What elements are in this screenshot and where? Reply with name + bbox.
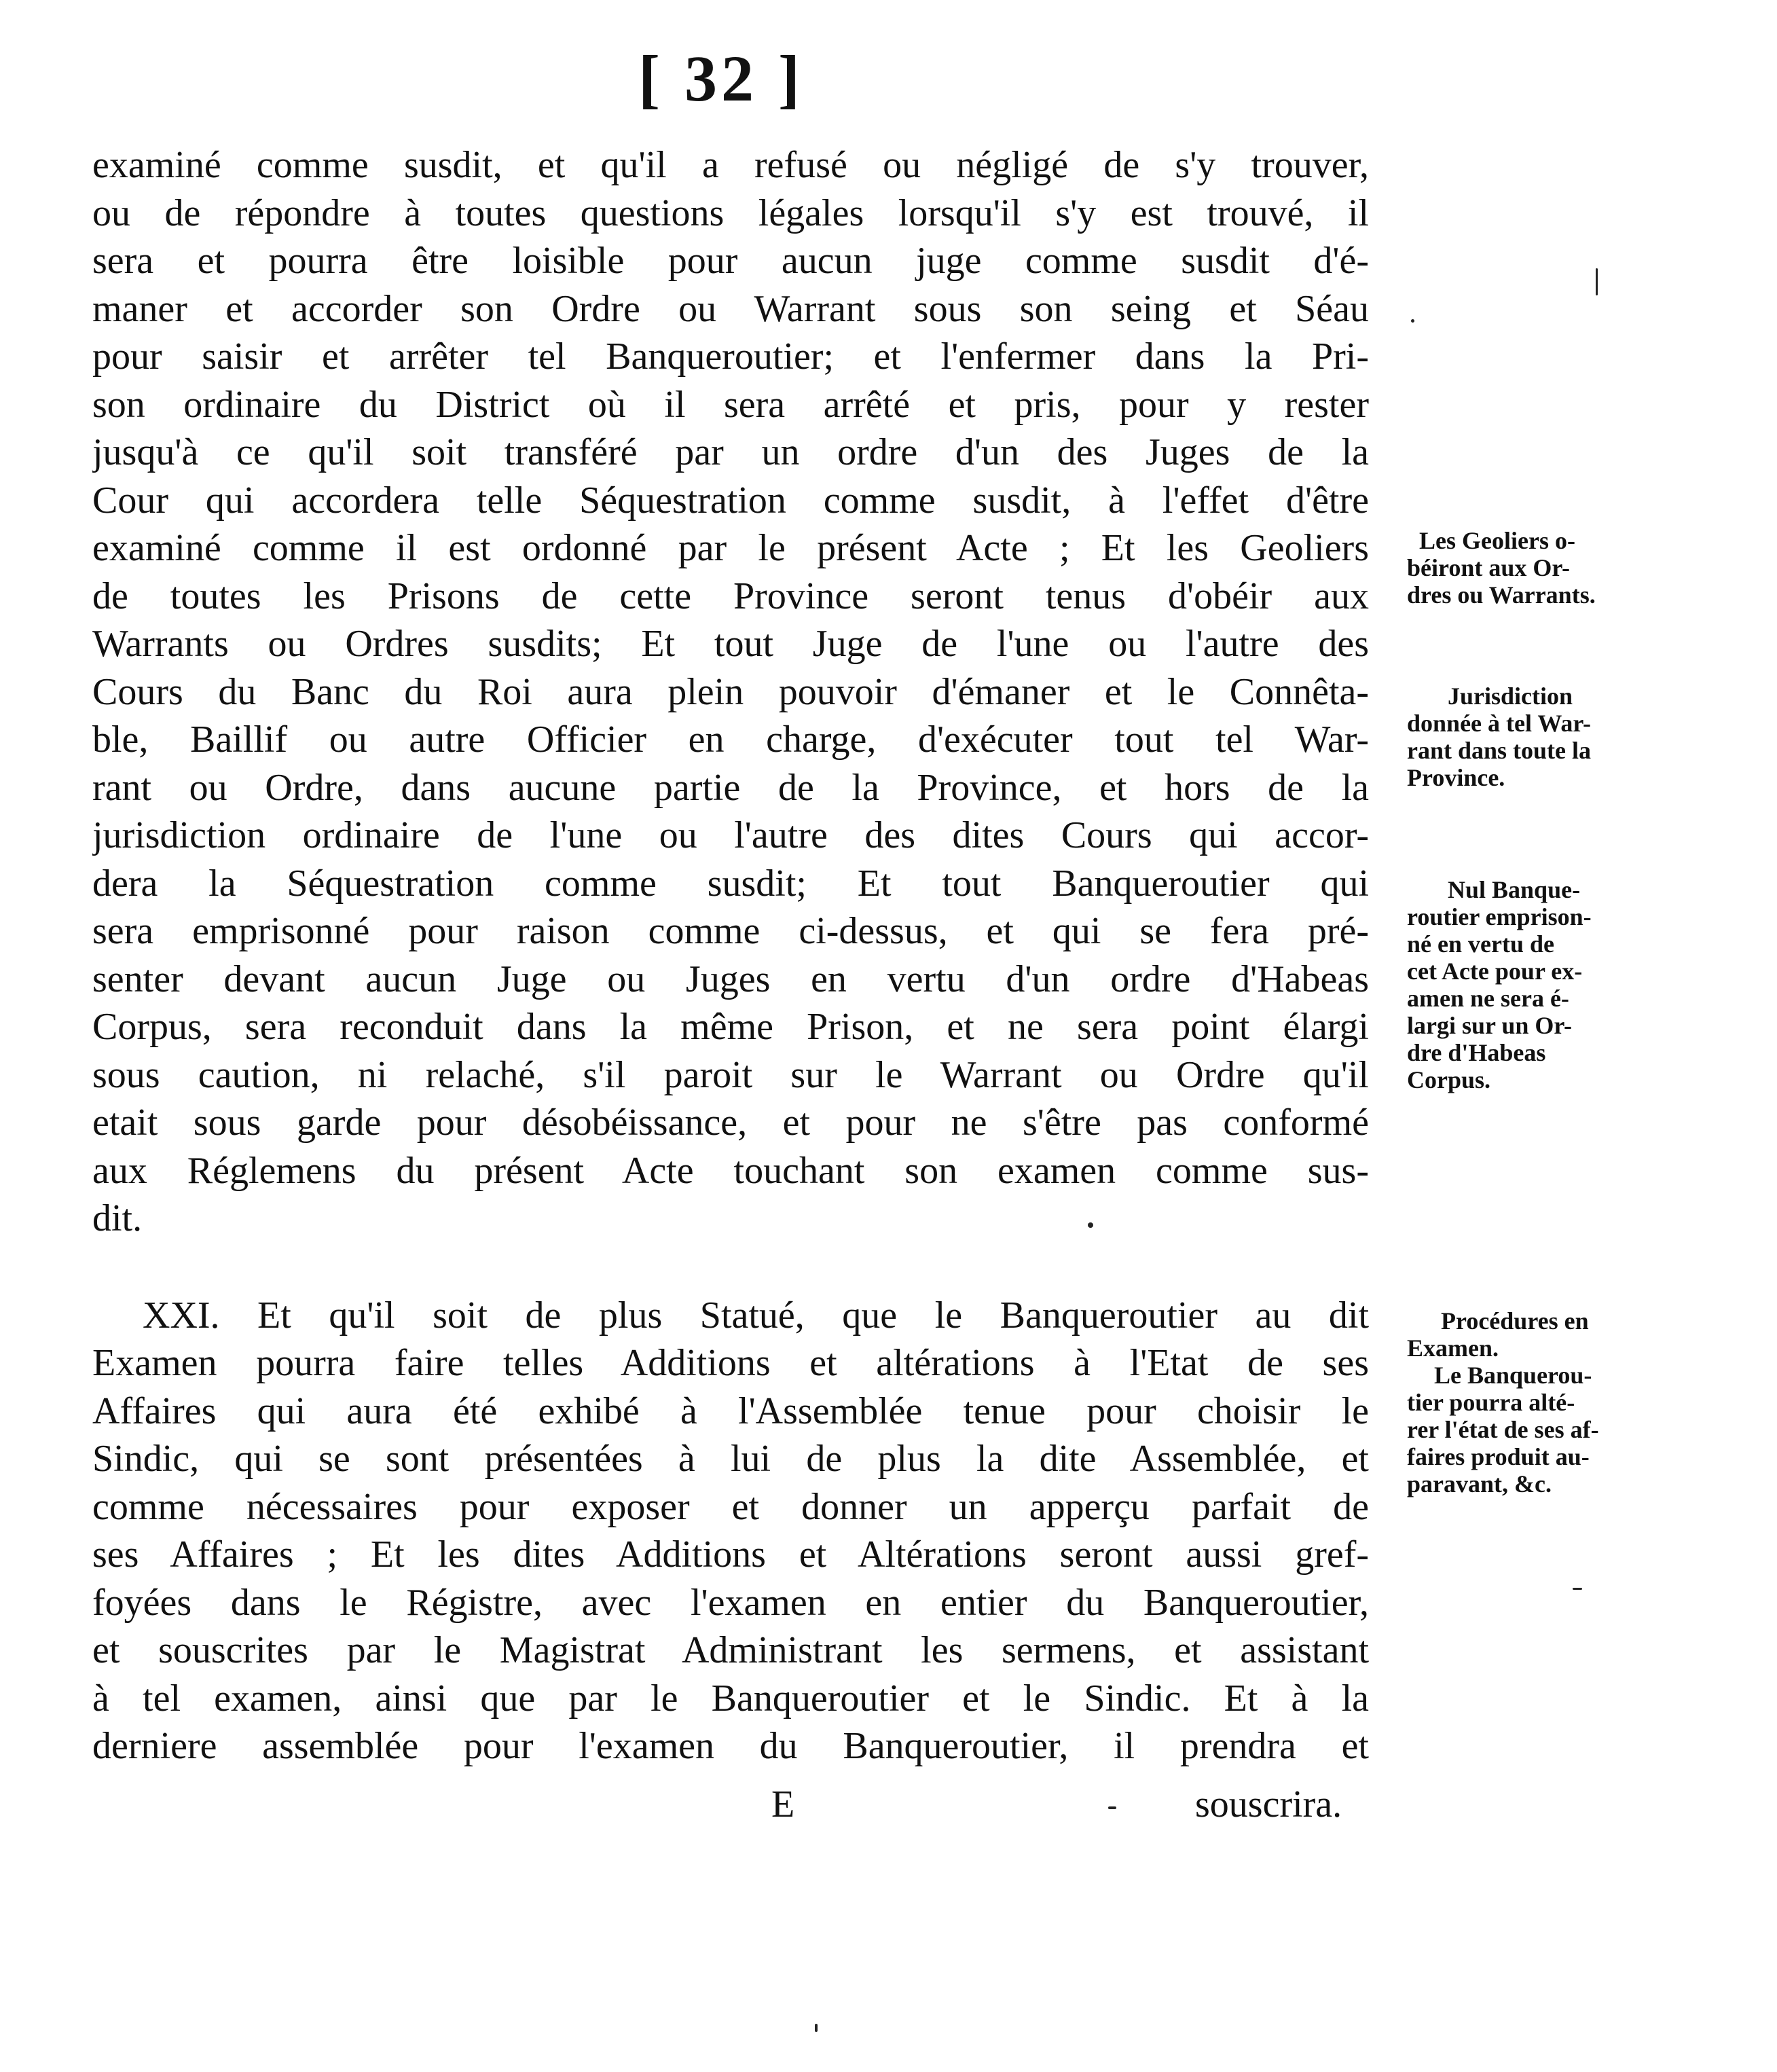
margin-note-line: tier pourra alté- — [1407, 1389, 1575, 1416]
text-line: Corpus, sera reconduit dans la même Prison, et ne sera point élargi — [92, 1006, 1369, 1048]
margin-note-line: largi sur un Or- — [1407, 1012, 1573, 1039]
ink-speck — [1596, 268, 1598, 295]
margin-note-line: Nul Banque- — [1448, 876, 1581, 903]
text-line: ses Affaires ; Et les dites Additions et Altérations seront aussi gref- — [92, 1533, 1369, 1576]
signature-mark: E — [771, 1783, 795, 1825]
margin-note-line: amen ne sera é- — [1407, 985, 1569, 1012]
text-line: jusqu'à ce qu'il soit transféré par un ordre d'un des Juges de la — [92, 431, 1369, 473]
catchword: souscrira. — [1195, 1783, 1342, 1825]
text-line: et souscrites par le Magistrat Administrant les sermens, et assistant — [92, 1629, 1369, 1671]
margin-note-line: Les Geoliers o- — [1419, 527, 1575, 554]
ink-speck — [1573, 1588, 1582, 1590]
text-line: ble, Baillif ou autre Officier en charge, d'exécuter tout tel War- — [92, 719, 1369, 761]
text-line: aux Réglemens du présent Acte touchant son examen comme sus- — [92, 1149, 1369, 1192]
text-line: dit. — [92, 1197, 143, 1239]
text-line: XXI. Et qu'il soit de plus Statué, que le Banqueroutier au dit — [143, 1294, 1369, 1337]
margin-note-line: Le Banquerou- — [1434, 1362, 1592, 1389]
margin-note-procedures — [1407, 1307, 1692, 1497]
text-line: de toutes les Prisons de cette Province seront tenus d'obéir aux — [92, 575, 1369, 617]
margin-note-line: né en vertu de — [1407, 930, 1554, 958]
margin-note-line: dre d'Habeas — [1407, 1039, 1546, 1066]
text-line: Examen pourra faire telles Additions et altérations à l'Etat de ses — [92, 1342, 1369, 1384]
margin-note-line: Examen. — [1407, 1334, 1499, 1362]
margin-note-jurisdiction — [1407, 683, 1692, 791]
margin-note-line: rant dans toute la — [1407, 737, 1592, 764]
text-line: maner et accorder son Ordre ou Warrant sous son seing et Séau — [92, 287, 1369, 330]
ink-speck — [1411, 319, 1414, 323]
text-line: son ordinaire du District où il sera arrêté et pris, pour y rester — [92, 383, 1369, 426]
margin-note-line: cet Acte pour ex- — [1407, 958, 1583, 985]
text-line: etait sous garde pour désobéissance, et pour ne s'être pas conformé — [92, 1102, 1369, 1144]
text-line: examiné comme il est ordonné par le présent Acte ; Et les Geoliers — [92, 527, 1369, 569]
paragraph-gap — [92, 1243, 1369, 1292]
margin-note-line: dres ou Warrants. — [1407, 581, 1596, 608]
text-line: Sindic, qui se sont présentées à lui de plus la dite Assemblée, et — [92, 1438, 1369, 1480]
margin-note-line: Procédures en — [1441, 1307, 1589, 1334]
paragraph-1 — [92, 141, 1369, 1243]
main-text — [92, 141, 1369, 1770]
text-line: ou de répondre à toutes questions légales lorsqu'il s'y est trouvé, il — [92, 192, 1369, 234]
ink-speck — [815, 2024, 818, 2032]
text-line: sous caution, ni relaché, s'il paroit sur le Warrant ou Ordre qu'il — [92, 1053, 1369, 1096]
text-line: examiné comme susdit, et qu'il a refusé ou négligé de s'y trouver, — [92, 144, 1369, 186]
margin-note-line: Province. — [1407, 764, 1505, 791]
text-line: pour saisir et arrêter tel Banqueroutier; et l'enfermer dans la Pri- — [92, 335, 1369, 378]
text-line: Warrants ou Ordres susdits; Et tout Juge de l'une ou l'autre des — [92, 623, 1369, 665]
text-line: Affaires qui aura été exhibé à l'Assemblée tenue pour choisir le — [92, 1389, 1369, 1432]
margin-note-line: béiront aux Or- — [1407, 554, 1570, 581]
paragraph-2 — [92, 1292, 1369, 1770]
margin-note-geoliers — [1407, 527, 1692, 608]
margin-note-line: routier emprison- — [1407, 903, 1592, 930]
ink-speck — [1108, 1806, 1116, 1809]
text-line: Cour qui accordera telle Séquestration comme susdit, à l'effet d'être — [92, 479, 1369, 522]
margin-note-line: faires produit au- — [1407, 1443, 1590, 1470]
text-line: comme nécessaires pour exposer et donner un apperçu parfait de — [92, 1485, 1369, 1528]
margin-note-line: rer l'état de ses af- — [1407, 1416, 1599, 1443]
margin-note-line: donnée à tel War- — [1407, 710, 1591, 737]
margin-note-line: Corpus. — [1407, 1066, 1491, 1093]
margin-note-nul-banqueroutier — [1407, 876, 1692, 1093]
text-line: dera la Séquestration comme susdit; Et tout Banqueroutier qui — [92, 862, 1369, 905]
text-line: sera et pourra être loisible pour aucun juge comme susdit d'é- — [92, 240, 1369, 282]
page-number: [ 32 ] — [638, 42, 804, 115]
text-line: senter devant aucun Juge ou Juges en vertu d'un ordre d'Habeas — [92, 958, 1369, 1000]
margin-note-line: Jurisdiction — [1448, 683, 1573, 710]
text-line: derniere assemblée pour l'examen du Banqueroutier, il prendra et — [92, 1725, 1369, 1767]
text-line: Cours du Banc du Roi aura plein pouvoir d'émaner et le Connêta- — [92, 670, 1369, 713]
text-line: rant ou Ordre, dans aucune partie de la Province, et hors de la — [92, 766, 1369, 809]
text-line: sera emprisonné pour raison comme ci-dessus, et qui se fera pré- — [92, 910, 1369, 952]
text-line: foyées dans le Régistre, avec l'examen en entier du Banqueroutier, — [92, 1581, 1369, 1624]
margin-note-line: paravant, &c. — [1407, 1470, 1552, 1497]
text-line: jurisdiction ordinaire de l'une ou l'autre des dites Cours qui accor- — [92, 814, 1369, 856]
ink-speck — [1088, 1222, 1093, 1228]
text-line: à tel examen, ainsi que par le Banqueroutier et le Sindic. Et à la — [92, 1677, 1369, 1720]
